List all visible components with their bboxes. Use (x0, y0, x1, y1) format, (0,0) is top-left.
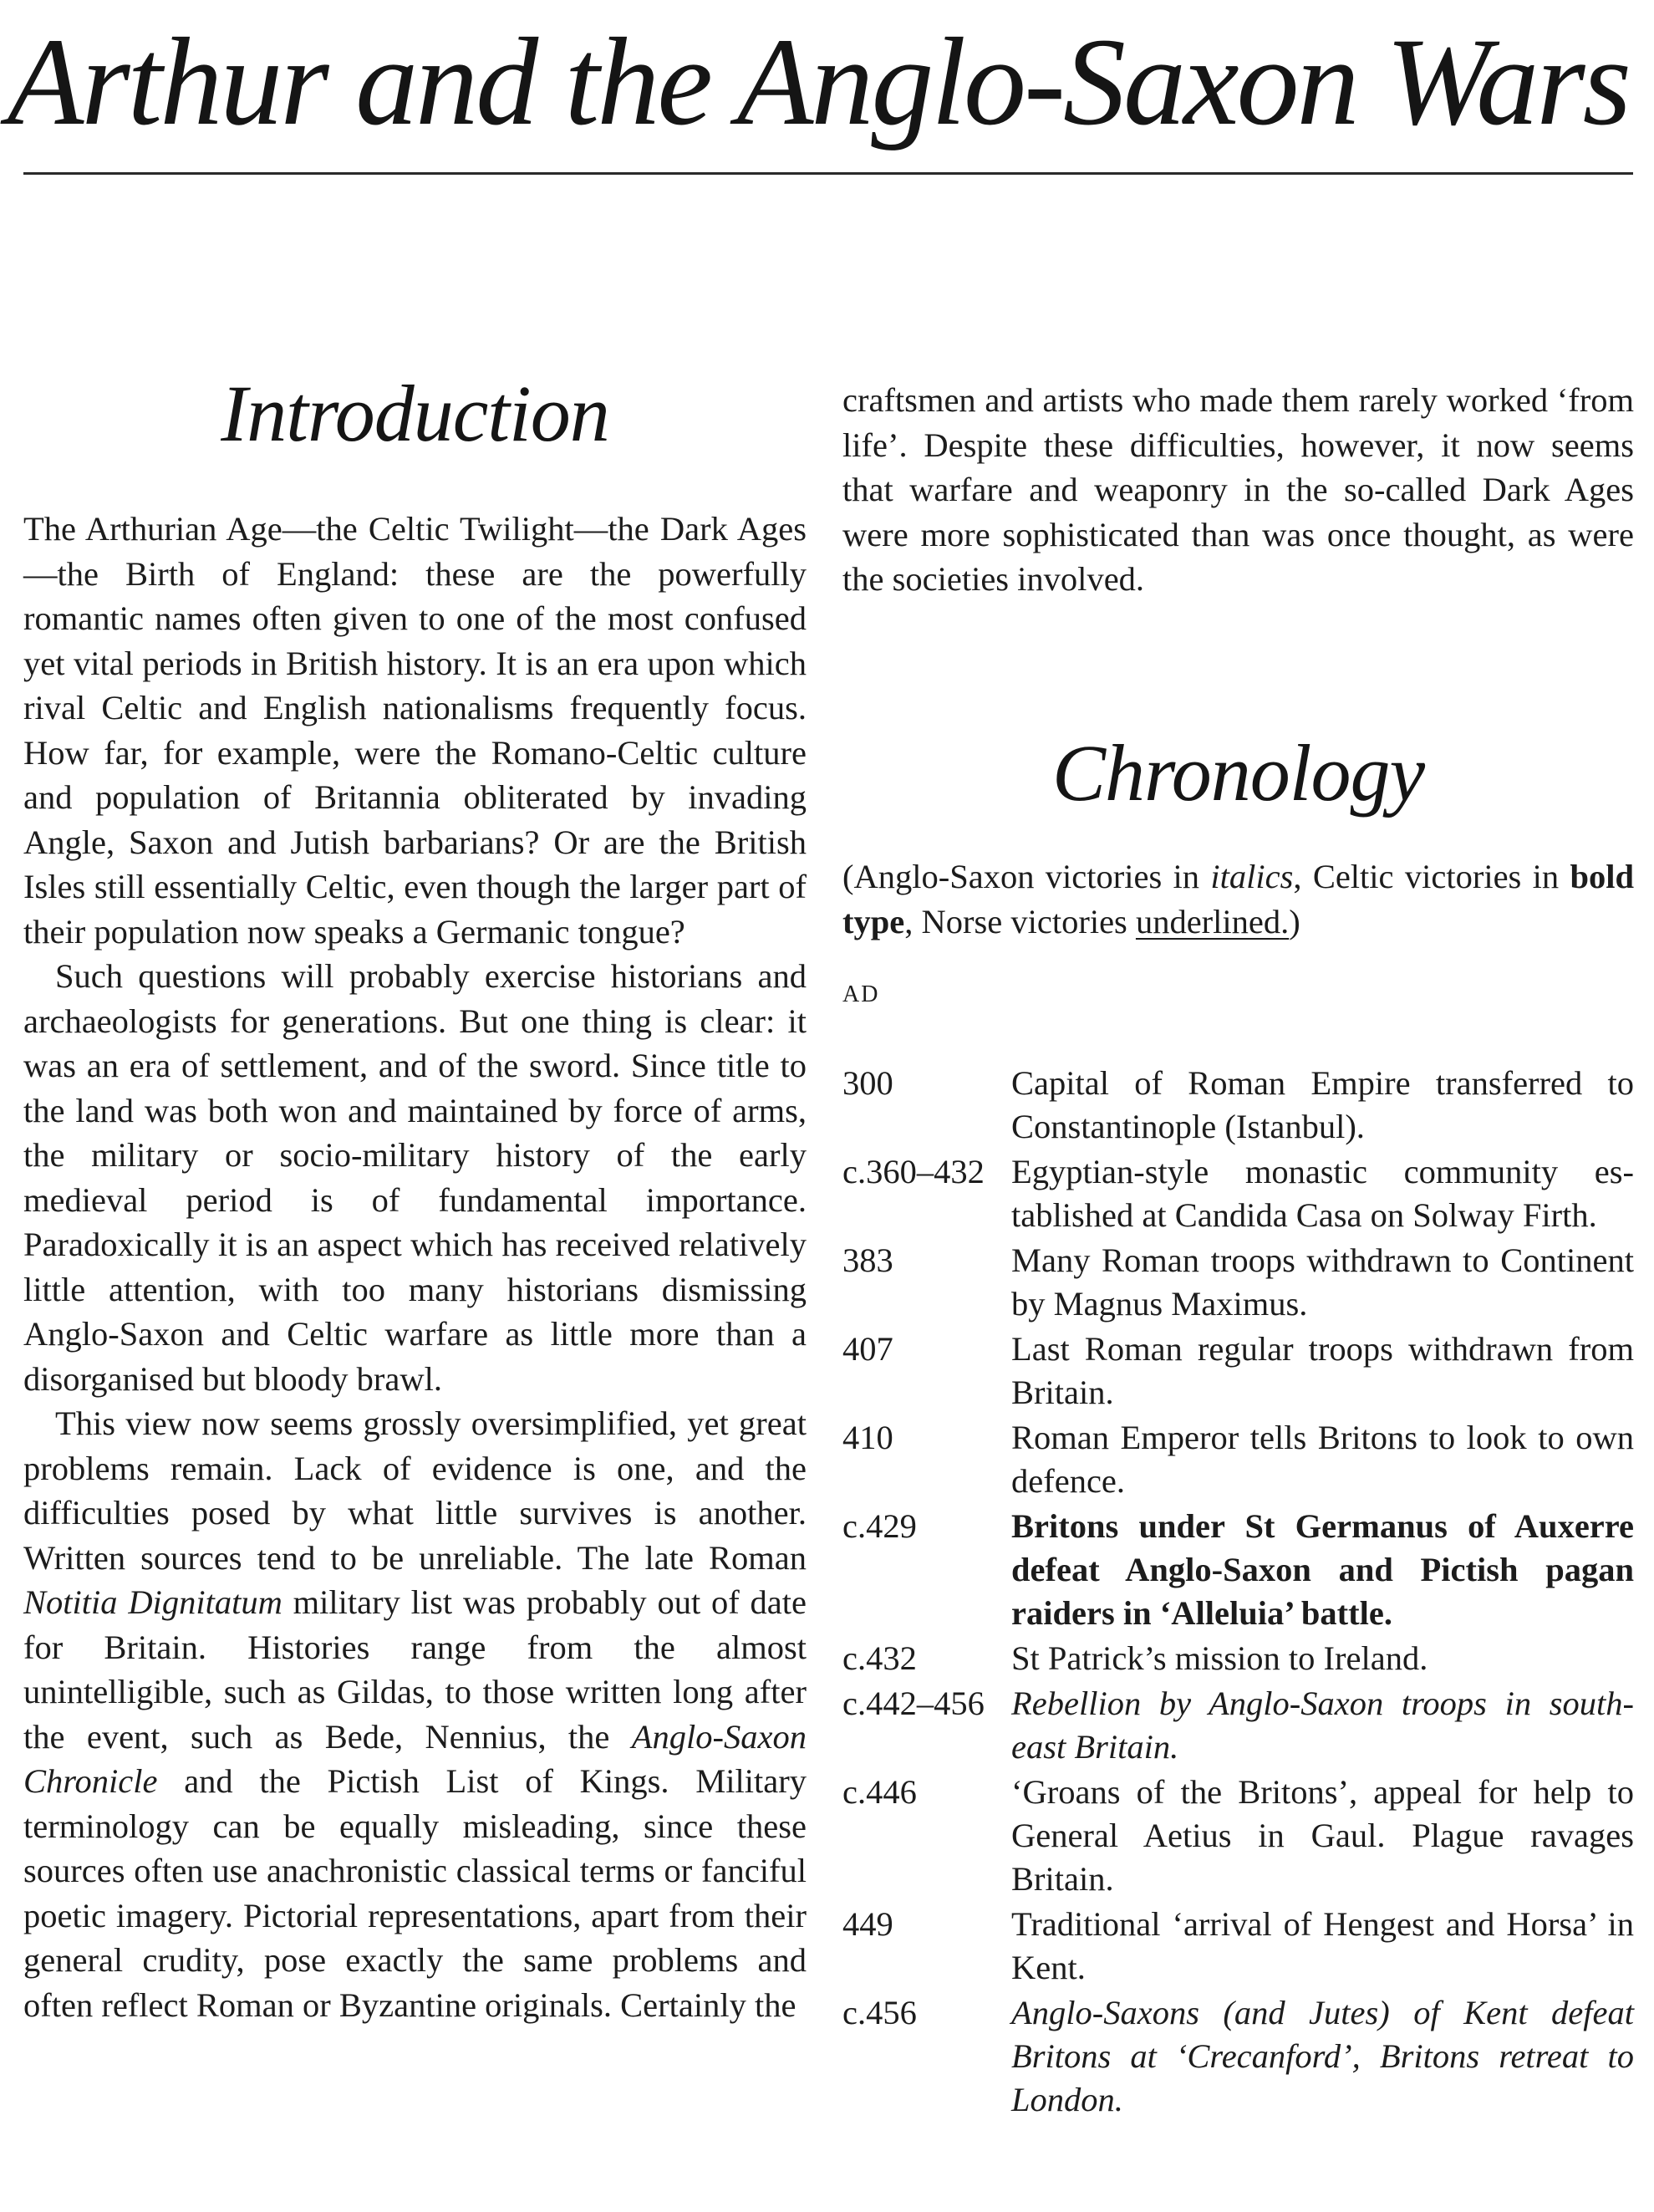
entry-text: Capital of Roman Empire transferred to Constantinople (Istanbul). (1011, 1063, 1634, 1145)
chronology-entry (842, 1328, 1634, 1414)
legend-text: ) (1289, 902, 1300, 940)
chronology-entry-saxon-victory (842, 1682, 1634, 1769)
intro-p3-text-a: This view now seems grossly oversimplified, yet great problems remain. Lack of evidence is one, and the difficulties posed by what little survives is another. Written sources tend to be unreliable. The late Roman (23, 1404, 807, 1577)
introduction-heading: Introduction (221, 369, 609, 458)
chronology-entry-celtic-victory (842, 1505, 1634, 1635)
chronology-heading: Chronology (1051, 727, 1425, 818)
legend-underline-sample: underlined. (1135, 902, 1290, 940)
entry-date: c.360–432 (842, 1152, 985, 1190)
entry-text: Rebellion by Anglo-Saxon troops in south-east Britain. (1011, 1684, 1634, 1766)
entry-text: Anglo-Saxons (and Jutes) of Kent defeat Britons at ‘Crecanford’, Britons retreat to London. (1011, 1993, 1634, 2118)
entry-text: Last Roman regular troops withdrawn from Britain. (1011, 1329, 1634, 1411)
entry-text: Traditional ‘arrival of Hengest and Horsa’ in Kent. (1011, 1904, 1634, 1986)
entry-date: 383 (842, 1241, 893, 1279)
chronology-list (842, 1062, 1634, 2122)
entry-date: c.432 (842, 1639, 917, 1677)
chronology-entry (842, 1771, 1634, 1901)
chronology-entry (842, 1903, 1634, 1990)
entry-date: 300 (842, 1063, 893, 1102)
intro-paragraph-3 (23, 1401, 807, 2027)
entry-text: Roman Emperor tells Britons to look to own defence. (1011, 1418, 1634, 1500)
anglo-saxon-chronicle-title: Anglo-Saxon Chronicle (23, 1717, 807, 1800)
intro-p3-text-c: and the Pictish List of Kings. Military terminology can be equally misleading, since these sources often use anachronistic classical terms or fanciful poetic imagery. Pictorial representations, apart from their general crudity, pose exactly the same problems and often reflect Roman or Byzantine originals. Certainly the (23, 1762, 807, 2024)
entry-date: c.442–456 (842, 1684, 985, 1722)
era-label: AD (842, 981, 880, 1007)
entry-date: 407 (842, 1329, 893, 1368)
entry-text: Britons under St Germanus of Auxerre defeat Anglo-Saxon and Pictish pagan raiders in ‘Alleluia’ battle. (1011, 1506, 1634, 1632)
intro-paragraph-1: The Arthurian Age—the Celtic Twilight—the Dark Ages—the Birth of England: these are the powerfully romantic names often given to one of the most confused yet vital periods in British history. It is an era upon which rival Celtic and English nationalisms frequently focus. How far, for example, were the Romano-Celtic culture and population of Britannia obliterated by invading Angle, Saxon and Jutish barbarians? Or are the British Isles still essentially Celtic, even though the larger part of their population now speaks a Germanic tongue? (23, 510, 807, 951)
entry-text: ‘Groans of the Britons’, appeal for help to General Aetius in Gaul. Plague ravages Britain. (1011, 1772, 1634, 1898)
entry-date: c.446 (842, 1772, 917, 1811)
entry-date: c.429 (842, 1506, 917, 1545)
entry-date: 449 (842, 1904, 893, 1943)
title-divider (23, 172, 1633, 175)
legend-text: , Celtic victories in (1293, 857, 1570, 895)
chronology-entry (842, 1637, 1634, 1680)
chronology-entry (842, 1150, 1634, 1237)
entry-text: Many Roman troops withdrawn to Continent by Magnus Maximus. (1011, 1241, 1634, 1323)
chronology-entry (842, 1416, 1634, 1503)
entry-date: 410 (842, 1418, 893, 1456)
right-column (842, 378, 1634, 2123)
chronology-legend (842, 854, 1634, 945)
chronology-entry-saxon-victory (842, 1991, 1634, 2122)
chronology-entry (842, 1239, 1634, 1326)
intro-continued-paragraph: craftsmen and artists who made them rarely worked ‘from life’. Despite these difficulties, however, it now seems that warfare and weaponry in the so-called Dark Ages were more sophisticated than was once thought, as were the societies involved. (842, 381, 1634, 598)
chronology-entry (842, 1062, 1634, 1149)
intro-paragraph-2: Such questions will probably exercise historians and archaeologists for generations. But one thing is clear: it was an era of settlement, and of the sword. Since title to the land was both won and maintained by force of arms, the military or socio-military history of the early medieval period is of fundamental importance. Paradoxically it is an aspect which has received relatively little attention, with too many historians dismissing Anglo-Saxon and Celtic warfare as little more than a disorganised but bloody brawl. (23, 957, 807, 1398)
entry-text: St Patrick’s mission to Ireland. (1011, 1639, 1428, 1677)
intro-p3-text-b: military list was probably out of date for Britain. Histories range from the almost unintelligible, such as Gildas, to those written long after the event, such as Bede, Nennius, the (23, 1583, 807, 1756)
entry-date: c.456 (842, 1993, 917, 2031)
entry-text: Egyptian-style monastic community established at Candida Casa on Solway Firth. (1011, 1152, 1634, 1234)
legend-text: , Norse victories (904, 902, 1136, 940)
left-column (23, 368, 807, 2027)
legend-italics-sample: italics (1210, 857, 1294, 895)
notitia-dignitatum-title: Notitia Dignitatum (23, 1583, 282, 1621)
legend-text: (Anglo-Saxon victories in (842, 857, 1211, 895)
page-title: Arthur and the Anglo-Saxon Wars (7, 13, 1629, 151)
legend-bold-sample: bold type (842, 857, 1634, 940)
